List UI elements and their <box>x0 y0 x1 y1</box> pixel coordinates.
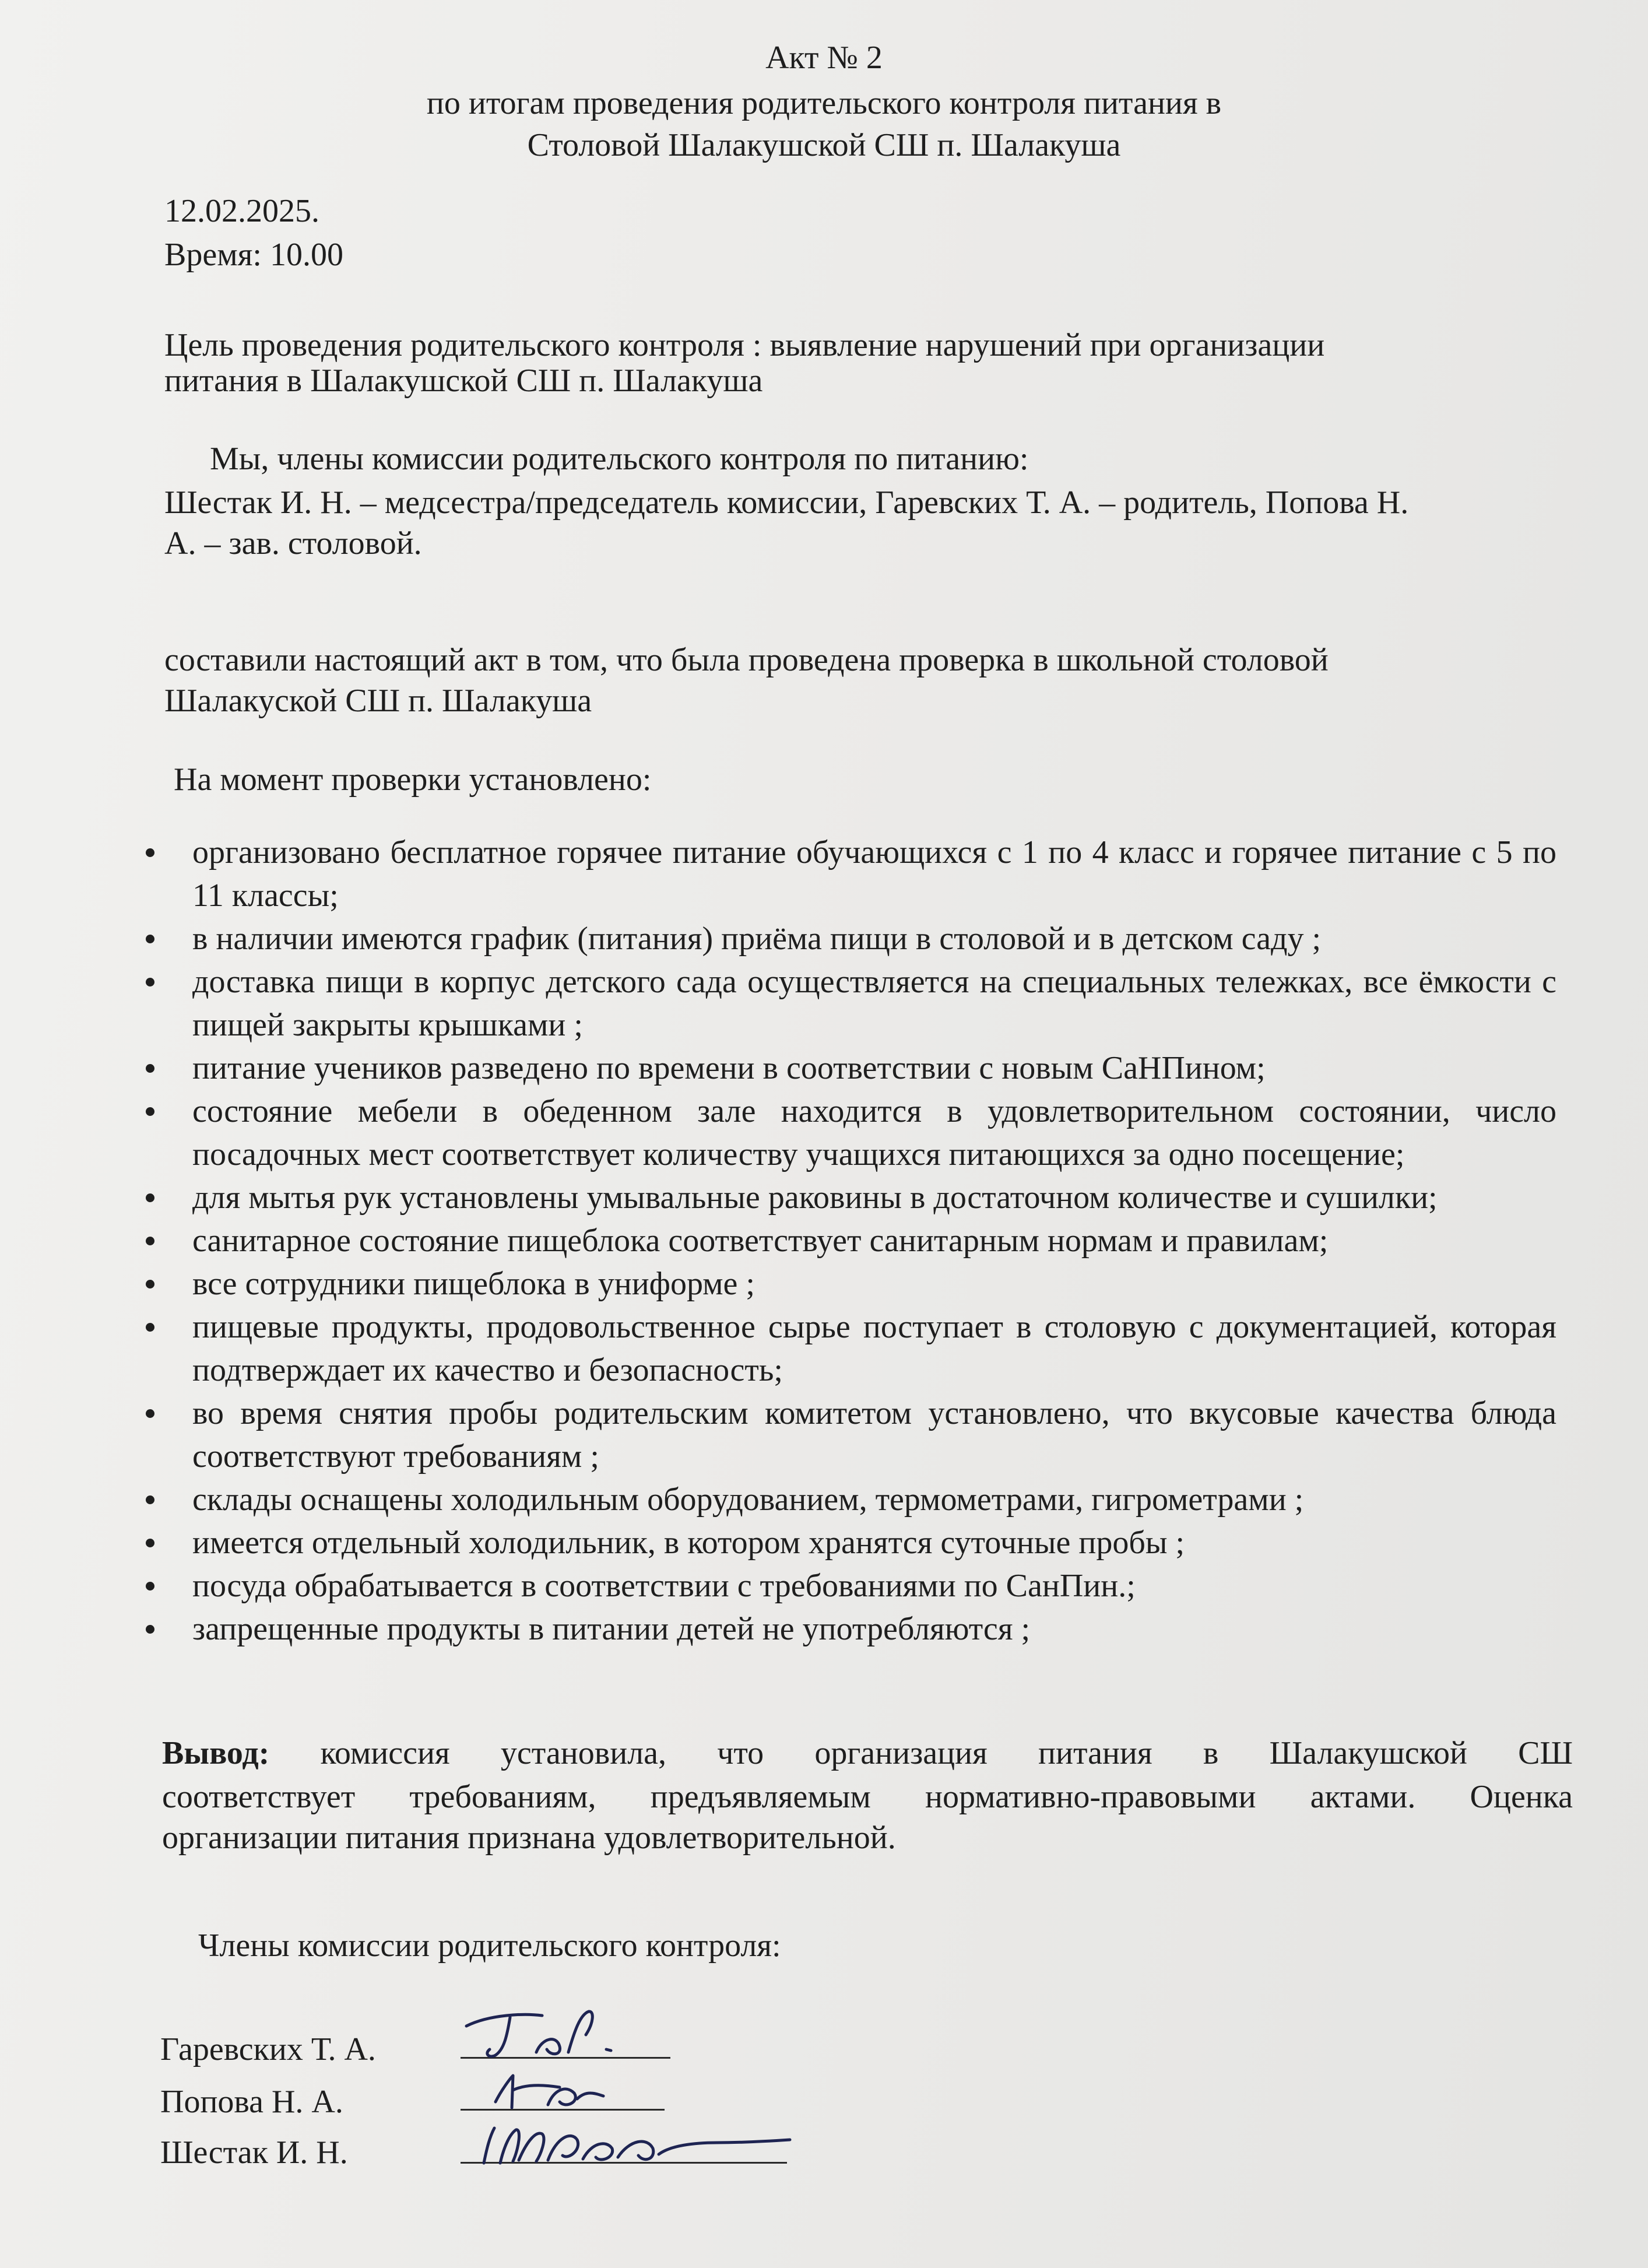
members-intro-line3: А. – зав. столовой. <box>164 525 422 561</box>
list-item: склады оснащены холодильным оборудованием, термометрами, гигрометрами ; <box>146 1478 1556 1521</box>
signer-name: Попова Н. А. <box>160 2084 343 2120</box>
list-item: имеется отдельный холодильник, в котором хранятся суточные пробы ; <box>146 1521 1556 1564</box>
list-item: доставка пищи в корпус детского сада осуществляется на специальных тележках, все ёмкости с пищей закрыты крышками ; <box>146 960 1556 1047</box>
list-item: питание учеников разведено по времени в соответствии с новым СаНПином; <box>146 1047 1556 1090</box>
purpose-line2: питания в Шалакушской СШ п. Шалакуша <box>164 363 763 399</box>
list-item: все сотрудники пищеблока в униформе ; <box>146 1262 1556 1305</box>
list-item: в наличии имеются график (питания) приёма пищи в столовой и в детском саду ; <box>146 917 1556 960</box>
list-item: во время снятия пробы родительским комитетом установлено, что вкусовые качества блюда соответствуют требованиям ; <box>146 1392 1556 1478</box>
signature-garevskikh <box>455 2003 641 2061</box>
list-item: посуда обрабатывается в соответствии с требованиями по СанПин.; <box>146 1564 1556 1607</box>
conclusion-label: Вывод: <box>162 1735 270 1771</box>
purpose-line1: Цель проведения родительского контроля : выявление нарушений при организации <box>164 327 1325 363</box>
conclusion-line3: организации питания признана удовлетворительной. <box>162 1820 896 1856</box>
conclusion-line1: Вывод: комиссия установила, что организация питания в Шалакушской СШ <box>162 1735 1573 1771</box>
act-statement-line1: составили настоящий акт в том, что была проведена проверка в школьной столовой <box>164 642 1329 678</box>
conclusion-line2: соответствует требованиям, предъявляемым нормативно-правовыми актами. Оценка <box>162 1779 1573 1815</box>
list-item: запрещенные продукты в питании детей не употребляются ; <box>146 1607 1556 1651</box>
act-title: Акт № 2 <box>765 40 883 76</box>
list-item: состояние мебели в обеденном зале находится в удовлетворительном состоянии, число посадочных мест соответствует количеству учащихся питающихся за одно посещение; <box>146 1090 1556 1176</box>
findings-heading: На момент проверки установлено: <box>174 761 652 798</box>
findings-list <box>146 831 1556 1651</box>
members-intro-line2: Шестак И. Н. – медсестра/председатель комиссии, Гаревских Т. А. – родитель, Попова Н. <box>164 485 1409 521</box>
signer-name: Шестак И. Н. <box>160 2134 348 2171</box>
act-statement-line2: Шалакуской СШ п. Шалакуша <box>164 683 592 719</box>
act-subtitle-line2: Столовой Шалакушской СШ п. Шалакуша <box>527 127 1121 163</box>
signer-name: Гаревских Т. А. <box>160 2031 376 2067</box>
list-item: санитарное состояние пищеблока соответствует санитарным нормам и правилам; <box>146 1219 1556 1262</box>
act-subtitle-line1: по итогам проведения родительского контроля питания в <box>426 85 1222 121</box>
list-item: для мытья рук установлены умывальные раковины в достаточном количестве и сушилки; <box>146 1176 1556 1219</box>
act-time: Время: 10.00 <box>164 237 343 273</box>
list-item: пищевые продукты, продовольственное сырье поступает в столовую с документацией, которая подтверждает их качество и безопасность; <box>146 1305 1556 1392</box>
list-item: организовано бесплатное горячее питание обучающихся с 1 по 4 класс и горячее питание с 5 по 11 классы; <box>146 831 1556 917</box>
signature-shestak <box>472 2113 799 2178</box>
signature-popova <box>478 2067 641 2113</box>
act-date: 12.02.2025. <box>164 193 319 229</box>
members-intro-line1: Мы, члены комиссии родительского контроля по питанию: <box>210 441 1029 477</box>
signatures-heading: Члены комиссии родительского контроля: <box>198 1928 781 1964</box>
